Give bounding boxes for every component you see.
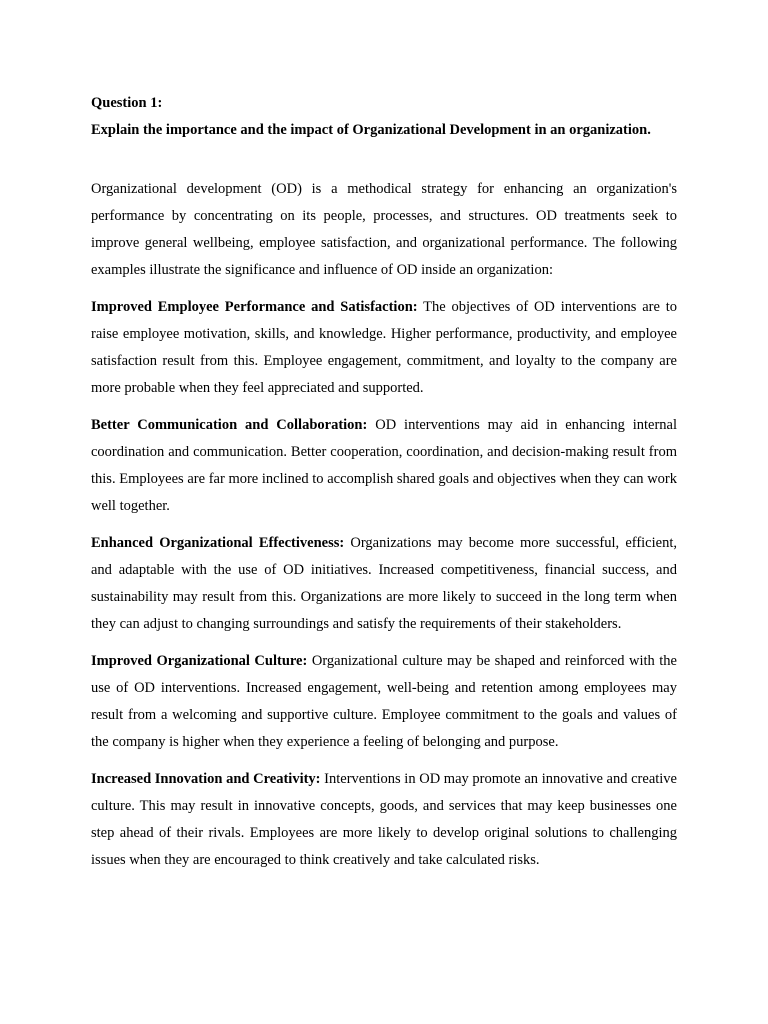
- section-paragraph: [91, 648, 677, 756]
- section-heading: Better Communication and Collaboration:: [91, 417, 368, 433]
- section-paragraph: [91, 766, 677, 874]
- document-page: [91, 92, 677, 884]
- section-heading: Enhanced Organizational Effectiveness:: [91, 535, 345, 551]
- section-heading: Improved Organizational Culture:: [91, 653, 308, 669]
- section-body: Organizations may become more successful, efficient, and adaptable with the use of OD initiatives. Increased competitiveness, financial success, and sustainability may result from this. Organizations are more likely to succeed in the long term when they can adjust to changing surroundings and satisfy the requirements of their stakeholders.: [91, 535, 677, 632]
- section-paragraph: [91, 530, 677, 638]
- section-heading: Improved Employee Performance and Satisfaction:: [91, 299, 418, 315]
- section-body: OD interventions may aid in enhancing internal coordination and communication. Better cooperation, coordination, and decision-making result from this. Employees are far more inclined to accomplish shared goals and objectives when they can work well together.: [91, 417, 677, 514]
- question-title: Explain the importance and the impact of Organizational Development in an organization.: [91, 122, 651, 138]
- section-body: The objectives of OD interventions are to raise employee motivation, skills, and knowledge. Higher performance, productivity, and employee satisfaction result from this. Employee engagement, commitment, and loyalty to the company are more probable when they feel appreciated and supported.: [91, 299, 677, 396]
- section-heading: Increased Innovation and Creativity:: [91, 771, 321, 787]
- section-body: Interventions in OD may promote an innovative and creative culture. This may result in innovative concepts, goods, and services that may keep businesses one step ahead of their rivals. Employees are more likely to develop original solutions to challenging issues when they are encouraged to think creatively and take calculated risks.: [91, 771, 677, 868]
- section-paragraph: [91, 412, 677, 520]
- intro-paragraph: Organizational development (OD) is a methodical strategy for enhancing an organization's performance by concentrating on its people, processes, and structures. OD treatments seek to improve general wellbeing, employee satisfaction, and organizational performance. The following examples illustrate the significance and influence of OD inside an organization:: [91, 181, 677, 278]
- section-body: Organizational culture may be shaped and reinforced with the use of OD interventions. Increased engagement, well-being and retention among employees may result from a welcoming and supportive culture. Employee commitment to the goals and values of the company is higher when they experience a feeling of belonging and purpose.: [91, 653, 677, 750]
- section-paragraph: [91, 294, 677, 402]
- question-label: Question 1:: [91, 95, 163, 111]
